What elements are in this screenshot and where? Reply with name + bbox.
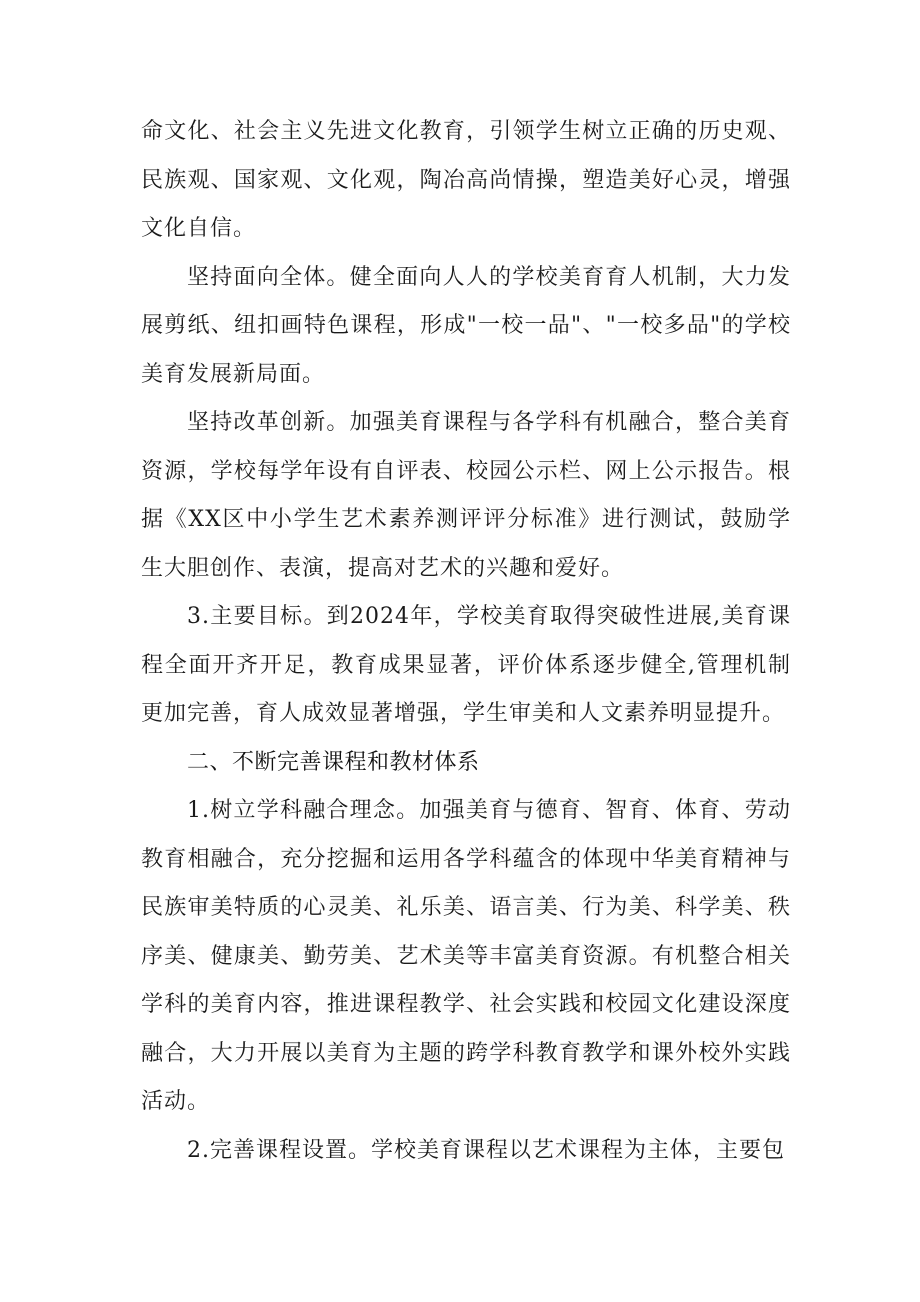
document-body [141,108,791,1175]
paragraph-subject-integration: 1.树立学科融合理念。加强美育与德育、智育、体育、劳动教育相融合，充分挖掘和运用各学科蕴含的体现中华美育精神与民族审美特质的心灵美、礼乐美、语言美、行为美、科学美、秩序美、健康美、勤劳美、艺术美等丰富美育资源。有机整合相关学科的美育内容，推进课程教学、社会实践和校园文化建设深度融合，大力开展以美育为主题的跨学科教育教学和课外校外实践活动。 [141,798,791,1114]
paragraph-reform-innovation: 坚持改革创新。加强美育课程与各学科有机融合，整合美育资源，学校每学年设有自评表、校园公示栏、网上公示报告。根据《XX区中小学生艺术素养测评评分标准》进行测试，鼓励学生大胆创作、表演，提高对艺术的兴趣和爱好。 [141,410,791,581]
paragraph-all-students: 坚持面向全体。健全面向人人的学校美育育人机制，大力发展剪纸、纽扣画特色课程，形成"一校一品"、"一校多品"的学校美育发展新局面。 [141,264,791,387]
section-heading-curriculum: 二、不断完善课程和教材体系 [187,749,480,775]
paragraph-continuation: 命文化、社会主义先进文化教育，引领学生树立正确的历史观、民族观、国家观、文化观，陶冶高尚情操，塑造美好心灵，增强文化自信。 [141,119,791,241]
paragraph-main-goals: 3.主要目标。到2024年，学校美育取得突破性进展,美育课程全面开齐开足，教育成果显著，评价体系逐步健全,管理机制更加完善，育人成效显著增强，学生审美和人文素养明显提升。 [141,604,791,726]
paragraph-curriculum-setting: 2.完善课程设置。学校美育课程以艺术课程为主体，主要包 [187,1137,785,1163]
